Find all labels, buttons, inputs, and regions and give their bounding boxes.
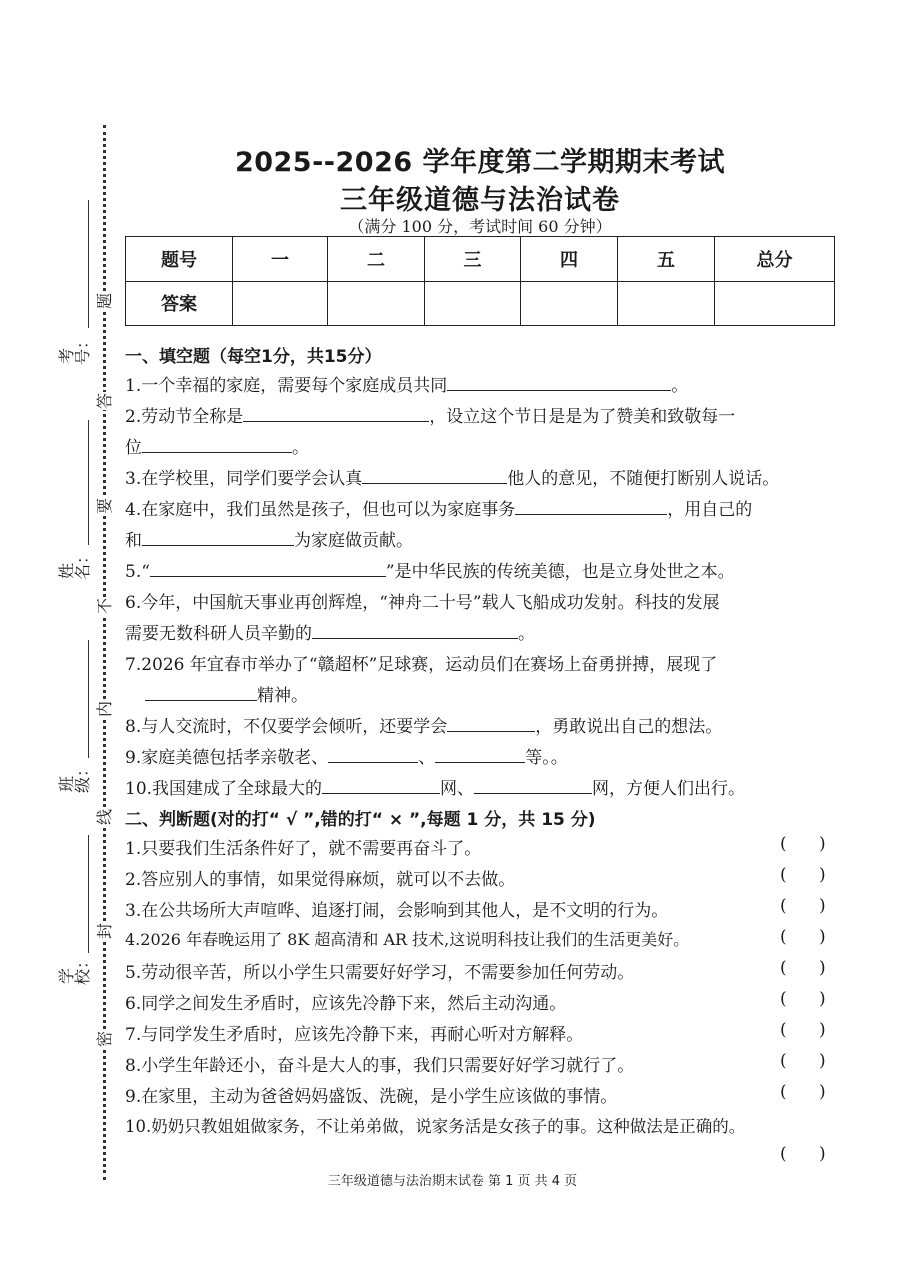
score-cell[interactable]	[328, 281, 425, 326]
score-table-column: 三	[425, 237, 521, 282]
school-line	[88, 835, 89, 953]
answer-blank[interactable]	[435, 746, 525, 763]
question: 6.今年，中国航天事业再创辉煌，“神舟二十号”载人飞船成功发射。科技的发展	[125, 593, 720, 613]
judge-item: 5.劳动很辛苦，所以小学生只需要好好学习，不需要参加任何劳动。	[125, 963, 635, 983]
score-table-column: 二	[328, 237, 425, 282]
answer-blank[interactable]	[447, 374, 671, 391]
answer-blank[interactable]	[145, 684, 257, 701]
question-continuation: 需要无数科研人员辛勤的 。	[125, 624, 535, 644]
name-line	[88, 420, 89, 545]
score-cell[interactable]	[618, 281, 715, 326]
binding-dotted-line	[103, 125, 106, 1180]
exam-info: （满分 100 分，考试时间 60 分钟）	[348, 217, 612, 236]
page-footer: 三年级道德与法治期末试卷 第 1 页 共 4 页	[327, 1174, 578, 1189]
answer-parentheses[interactable]: ( )	[780, 896, 826, 916]
score-cell[interactable]	[521, 281, 618, 326]
seal-char: 线	[95, 809, 114, 826]
answer-blank[interactable]	[447, 715, 535, 732]
seal-char: 内	[95, 701, 114, 718]
seal-char: 密	[95, 1031, 114, 1048]
question-continuation: 位 。	[125, 438, 309, 458]
answer-parentheses[interactable]: ( )	[780, 1051, 826, 1071]
answer-parentheses[interactable]: ( )	[780, 834, 826, 854]
question: 7.2026 年宜春市举办了“赣超杯”足球赛，运动员们在赛场上奋勇拼搏，展现了	[125, 655, 718, 675]
score-table	[125, 236, 835, 326]
judge-item: 8.小学生年龄还小，奋斗是大人的事，我们只需要好好学习就行了。	[125, 1056, 635, 1076]
judge-item: 3.在公共场所大声喧哗、追逐打闹，会影响到其他人，是不文明的行为。	[125, 901, 669, 921]
answer-blank[interactable]	[328, 746, 418, 763]
answer-blank[interactable]	[515, 498, 667, 515]
answer-parentheses[interactable]: ( )	[780, 958, 826, 978]
score-cell[interactable]	[233, 281, 328, 326]
answer-blank[interactable]	[142, 529, 294, 546]
judge-item: 1.只要我们生活条件好了，就不需要再奋斗了。	[125, 839, 482, 859]
question: 5.“ ”是中华民族的传统美德，也是立身处世之本。	[125, 562, 735, 582]
answer-blank[interactable]	[243, 405, 429, 422]
question: 4.在家庭中，我们虽然是孩子，但也可以为家庭事务 ，用自己的	[125, 500, 753, 520]
judge-item: 6.同学之间发生矛盾时，应该先冷静下来，然后主动沟通。	[125, 994, 567, 1014]
score-table-header-row	[126, 237, 835, 282]
seal-char: 要	[95, 498, 114, 515]
judge-item: 7.与同学发生矛盾时，应该先冷静下来，再耐心听对方解释。	[125, 1025, 584, 1045]
answer-blank[interactable]	[312, 622, 518, 639]
judge-item: 9.在家里，主动为爸爸妈妈盛饭、洗碗，是小学生应该做的事情。	[125, 1087, 618, 1107]
question: 9.家庭美德包括孝亲敬老、 、 等。。	[125, 748, 568, 768]
question: 8.与人交流时，不仅要学会倾听，还要学会 ，勇敢说出自己的想法。	[125, 717, 723, 737]
answer-parentheses[interactable]: ( )	[780, 865, 826, 885]
school-label: 学校：	[57, 952, 92, 985]
exam-title: 2025--2026 学年度第二学期期末考试	[234, 147, 726, 178]
question: 2.劳动节全称是 ，设立这个节日是是为了赞美和致敬每一	[125, 407, 736, 427]
seal-char: 题	[95, 293, 114, 310]
answer-blank[interactable]	[322, 777, 440, 794]
question: 1.一个幸福的家庭，需要每个家庭成员共同 。	[125, 376, 689, 396]
question: 10.我国建成了全球最大的 网、 网，方便人们出行。	[125, 779, 746, 799]
exam-subject-title: 三年级道德与法治试卷	[340, 185, 620, 216]
question-continuation: 和 为家庭做贡献。	[125, 531, 413, 551]
answer-parentheses[interactable]: ( )	[780, 989, 826, 1009]
judge-item: 10.奶奶只教姐姐做家务，不让弟弟做，说家务活是女孩子的事。这种做法是正确的。	[125, 1117, 746, 1136]
class-line	[88, 640, 89, 758]
score-table-column: 总分	[715, 237, 835, 282]
answer-blank[interactable]	[362, 467, 507, 484]
seal-char: 答	[95, 393, 114, 410]
exam-no-label: 考号：	[57, 332, 92, 365]
answer-parentheses[interactable]: ( )	[780, 927, 826, 947]
question: 3.在学校里，同学们要学会认真 他人的意见，不随便打断别人说话。	[125, 469, 780, 489]
score-table-column: 四	[521, 237, 618, 282]
name-label: 姓名：	[57, 547, 92, 580]
judge-item: 2.答应别人的事情，如果觉得麻烦，就可以不去做。	[125, 870, 516, 890]
answer-parentheses[interactable]: ( )	[780, 1082, 826, 1102]
answer-blank[interactable]	[142, 436, 292, 453]
score-table-column: 五	[618, 237, 715, 282]
score-table-answer-row	[126, 281, 835, 326]
seal-char: 封	[95, 923, 114, 940]
seal-char: 不	[95, 598, 114, 615]
score-table-row-label: 答案	[126, 281, 233, 326]
answer-blank[interactable]	[150, 560, 386, 577]
question-continuation: 精神。	[125, 681, 308, 706]
score-cell[interactable]	[425, 281, 521, 326]
exam-no-line	[88, 200, 89, 328]
section-heading: 一、填空题（每空1分，共15分）	[125, 347, 382, 367]
score-table-column: 一	[233, 237, 328, 282]
answer-parentheses[interactable]: ( )	[780, 1020, 826, 1040]
answer-blank[interactable]	[474, 777, 592, 794]
score-cell[interactable]	[715, 281, 835, 326]
answer-parentheses[interactable]: ( )	[780, 1144, 826, 1164]
class-label: 班级：	[57, 760, 92, 793]
score-table-row-label: 题号	[126, 237, 233, 282]
section-heading: 二、判断题(对的打“ √ ”,错的打“ × ”,每题 1 分，共 15 分)	[125, 810, 596, 830]
judge-item: 4.2026 年春晚运用了 8K 超高清和 AR 技术,这说明科技让我们的生活更美好。	[125, 930, 690, 949]
